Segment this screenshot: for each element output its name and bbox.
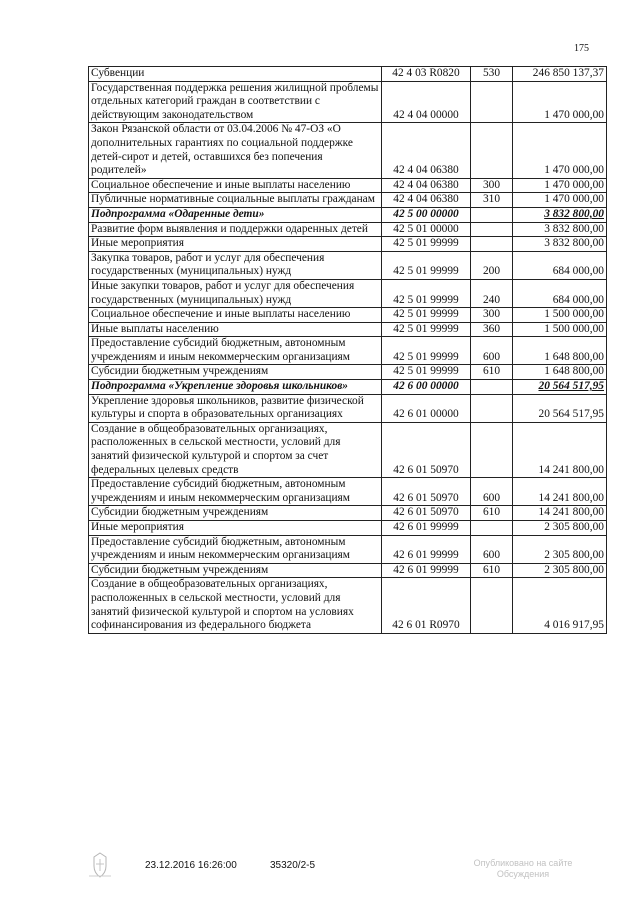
row-code: 42 4 03 R0820 <box>382 67 471 82</box>
row-sum: 3 832 800,00 <box>513 237 607 252</box>
row-expense-type: 200 <box>471 251 513 279</box>
row-expense-type: 360 <box>471 322 513 337</box>
row-name: Предоставление субсидий бюджетным, автономным учреждениям и иным некоммерческим организациям <box>89 535 382 563</box>
row-expense-type: 610 <box>471 506 513 521</box>
table-row <box>89 422 607 477</box>
row-code: 42 4 04 00000 <box>382 81 471 123</box>
row-sum: 1 470 000,00 <box>513 81 607 123</box>
row-expense-type: 600 <box>471 478 513 506</box>
row-name: Публичные нормативные социальные выплаты гражданам <box>89 193 382 208</box>
row-expense-type: 240 <box>471 279 513 307</box>
table-row <box>89 81 607 123</box>
row-sum: 1 648 800,00 <box>513 337 607 365</box>
table-row <box>89 506 607 521</box>
row-sum: 1 470 000,00 <box>513 123 607 178</box>
row-sum: 1 470 000,00 <box>513 193 607 208</box>
table-row <box>89 563 607 578</box>
table-row <box>89 380 607 395</box>
footer-date: 23.12.2016 16:26:00 <box>145 860 237 871</box>
row-code: 42 5 00 00000 <box>382 207 471 222</box>
row-name: Закон Рязанской области от 03.04.2006 № 47-ОЗ «О дополнительных гарантиях по социальной поддержке детей-сирот и детей, оставшихся без попечения родителей» <box>89 123 382 178</box>
row-code: 42 6 01 50970 <box>382 422 471 477</box>
row-code: 42 5 01 99999 <box>382 365 471 380</box>
row-expense-type: 600 <box>471 535 513 563</box>
row-expense-type: 610 <box>471 365 513 380</box>
row-name: Создание в общеобразовательных организациях, расположенных в сельской местности, условий для занятий физической культурой и спортом за счет федеральных целевых средств <box>89 422 382 477</box>
table-row <box>89 478 607 506</box>
row-expense-type <box>471 394 513 422</box>
row-expense-type <box>471 237 513 252</box>
row-sum: 20 564 517,95 <box>513 380 607 395</box>
table-row <box>89 365 607 380</box>
row-code: 42 5 01 99999 <box>382 237 471 252</box>
row-expense-type: 310 <box>471 193 513 208</box>
row-name: Субсидии бюджетным учреждениям <box>89 506 382 521</box>
row-sum: 14 241 800,00 <box>513 422 607 477</box>
row-code: 42 6 01 00000 <box>382 394 471 422</box>
table-row <box>89 67 607 82</box>
row-sum: 4 016 917,95 <box>513 578 607 633</box>
row-sum: 684 000,00 <box>513 279 607 307</box>
row-expense-type: 300 <box>471 308 513 323</box>
row-code: 42 5 01 99999 <box>382 279 471 307</box>
table-row <box>89 222 607 237</box>
row-expense-type <box>471 222 513 237</box>
row-code: 42 6 01 50970 <box>382 478 471 506</box>
page-number: 175 <box>574 43 589 54</box>
row-expense-type: 600 <box>471 337 513 365</box>
row-expense-type <box>471 521 513 536</box>
row-sum: 684 000,00 <box>513 251 607 279</box>
table-row <box>89 123 607 178</box>
table-row <box>89 308 607 323</box>
row-expense-type: 610 <box>471 563 513 578</box>
row-code: 42 5 01 99999 <box>382 308 471 323</box>
table-row <box>89 322 607 337</box>
table-row <box>89 207 607 222</box>
budget-table <box>88 66 607 634</box>
row-expense-type <box>471 123 513 178</box>
coat-of-arms-icon <box>86 850 114 880</box>
row-code: 42 4 04 06380 <box>382 178 471 193</box>
row-sum: 1 470 000,00 <box>513 178 607 193</box>
table-row <box>89 237 607 252</box>
row-expense-type <box>471 578 513 633</box>
table-row <box>89 535 607 563</box>
table-row <box>89 521 607 536</box>
row-sum: 14 241 800,00 <box>513 506 607 521</box>
row-name: Подпрограмма «Укрепление здоровья школьников» <box>89 380 382 395</box>
row-code: 42 6 01 R0970 <box>382 578 471 633</box>
row-sum: 2 305 800,00 <box>513 521 607 536</box>
footer <box>0 860 640 890</box>
row-name: Субсидии бюджетным учреждениям <box>89 563 382 578</box>
row-name: Иные мероприятия <box>89 521 382 536</box>
row-code: 42 6 00 00000 <box>382 380 471 395</box>
row-code: 42 5 01 00000 <box>382 222 471 237</box>
row-sum: 1 500 000,00 <box>513 322 607 337</box>
row-sum: 1 648 800,00 <box>513 365 607 380</box>
row-name: Создание в общеобразовательных организациях, расположенных в сельской местности, условий для занятий физической культурой и спортом на условиях софинансирования из федерального бюджета <box>89 578 382 633</box>
row-sum: 2 305 800,00 <box>513 535 607 563</box>
row-sum: 14 241 800,00 <box>513 478 607 506</box>
table-row <box>89 337 607 365</box>
row-name: Предоставление субсидий бюджетным, автономным учреждениям и иным некоммерческим организациям <box>89 478 382 506</box>
row-expense-type <box>471 81 513 123</box>
row-name: Социальное обеспечение и иные выплаты населению <box>89 308 382 323</box>
row-name: Иные выплаты населению <box>89 322 382 337</box>
row-sum: 3 832 800,00 <box>513 207 607 222</box>
row-name: Укрепление здоровья школьников, развитие физической культуры и спорта в образовательных организациях <box>89 394 382 422</box>
row-sum: 20 564 517,95 <box>513 394 607 422</box>
row-code: 42 5 01 99999 <box>382 322 471 337</box>
footer-doc-number: 35320/2-5 <box>270 860 316 871</box>
row-expense-type <box>471 380 513 395</box>
row-sum: 3 832 800,00 <box>513 222 607 237</box>
row-code: 42 6 01 99999 <box>382 563 471 578</box>
table-row <box>89 394 607 422</box>
table-row <box>89 279 607 307</box>
table-row <box>89 193 607 208</box>
row-code: 42 6 01 50970 <box>382 506 471 521</box>
row-code: 42 4 04 06380 <box>382 193 471 208</box>
footer-stamp-note: Опубликовано на сайте Обсуждения <box>473 858 573 879</box>
row-name: Иные мероприятия <box>89 237 382 252</box>
row-name: Субсидии бюджетным учреждениям <box>89 365 382 380</box>
row-name: Развитие форм выявления и поддержки одаренных детей <box>89 222 382 237</box>
row-name: Предоставление субсидий бюджетным, автономным учреждениям и иным некоммерческим организациям <box>89 337 382 365</box>
row-code: 42 6 01 99999 <box>382 521 471 536</box>
row-name: Государственная поддержка решения жилищной проблемы отдельных категорий граждан в соответствии с действующим законодательством <box>89 81 382 123</box>
row-sum: 246 850 137,37 <box>513 67 607 82</box>
row-name: Социальное обеспечение и иные выплаты населению <box>89 178 382 193</box>
row-sum: 2 305 800,00 <box>513 563 607 578</box>
row-expense-type <box>471 422 513 477</box>
table-row <box>89 578 607 633</box>
row-name: Закупка товаров, работ и услуг для обеспечения государственных (муниципальных) нужд <box>89 251 382 279</box>
row-name: Подпрограмма «Одаренные дети» <box>89 207 382 222</box>
row-name: Субвенции <box>89 67 382 82</box>
row-code: 42 5 01 99999 <box>382 251 471 279</box>
row-expense-type: 530 <box>471 67 513 82</box>
row-code: 42 6 01 99999 <box>382 535 471 563</box>
row-code: 42 5 01 99999 <box>382 337 471 365</box>
row-expense-type: 300 <box>471 178 513 193</box>
row-name: Иные закупки товаров, работ и услуг для обеспечения государственных (муниципальных) нужд <box>89 279 382 307</box>
table-row <box>89 251 607 279</box>
table-row <box>89 178 607 193</box>
row-sum: 1 500 000,00 <box>513 308 607 323</box>
row-code: 42 4 04 06380 <box>382 123 471 178</box>
budget-table-body <box>89 67 607 634</box>
row-expense-type <box>471 207 513 222</box>
